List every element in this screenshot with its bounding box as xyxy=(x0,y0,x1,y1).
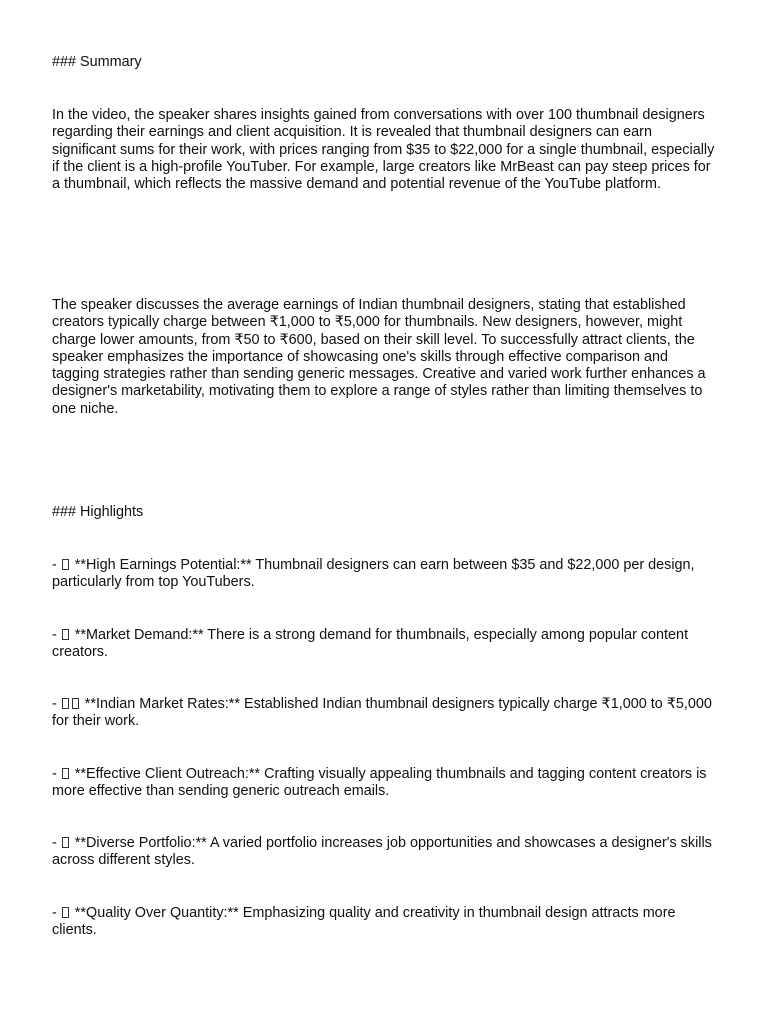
highlight-item xyxy=(52,627,716,662)
highlight-text: **High Earnings Potential:** Thumbnail designers can earn between $35 and $22,000 per design, particularly from top YouTubers. xyxy=(52,557,695,591)
emoji-icon xyxy=(62,559,69,570)
highlight-item xyxy=(52,557,716,592)
bullet-dash: - xyxy=(52,696,61,712)
emoji-icon xyxy=(62,837,69,848)
highlight-text: **Quality Over Quantity:** Emphasizing quality and creativity in thumbnail design attracts more clients. xyxy=(52,905,676,939)
bullet-dash: - xyxy=(52,905,61,921)
emoji-icon xyxy=(62,629,69,640)
bullet-dash: - xyxy=(52,557,61,573)
highlight-text: **Effective Client Outreach:** Crafting visually appealing thumbnails and tagging content creators is more effective than sending generic outreach emails. xyxy=(52,766,707,800)
highlight-text: **Indian Market Rates:** Established Indian thumbnail designers typically charge ₹1,000 to ₹5,000 for their work. xyxy=(52,696,712,730)
highlight-text: **Diverse Portfolio:** A varied portfolio increases job opportunities and showcases a designer's skills across different styles. xyxy=(52,835,712,869)
summary-heading: ### Summary xyxy=(52,54,142,70)
bullet-dash: - xyxy=(52,766,61,782)
bullet-dash: - xyxy=(52,627,61,643)
summary-paragraph-2: The speaker discusses the average earnings of Indian thumbnail designers, stating that established creators typically charge between ₹1,000 to ₹5,000 for thumbnails. New designers, however, might charge lower amounts, from ₹50 to ₹600, based on their skill level. To successfully attract clients, the speaker emphasizes the importance of showcasing one's skills through effective comparison and tagging strategies rather than sending generic messages. Creative and varied work further enhances a designer's marketability, motivating them to explore a range of styles rather than limiting themselves to one niche. xyxy=(52,297,706,417)
bullet-dash: - xyxy=(52,835,61,851)
highlights-heading: ### Highlights xyxy=(52,504,144,520)
emoji-icon xyxy=(62,907,69,918)
summary-paragraph-1: In the video, the speaker shares insights gained from conversations with over 100 thumbnail designers regarding their earnings and client acquisition. It is revealed that thumbnail designers can earn significant sums for their work, with prices ranging from $35 to $22,000 for a single thumbnail, especially if the client is a high-profile YouTuber. For example, large creators like MrBeast can pay steep prices for a thumbnail, which reflects the massive demand and potential revenue of the YouTube platform. xyxy=(52,107,715,193)
emoji-icon xyxy=(72,698,79,709)
highlight-item xyxy=(52,696,716,731)
highlight-item xyxy=(52,766,716,801)
highlight-text: **Market Demand:** There is a strong demand for thumbnails, especially among popular content creators. xyxy=(52,627,689,661)
emoji-icon xyxy=(62,768,69,779)
highlight-item xyxy=(52,835,716,870)
highlight-item xyxy=(52,905,716,940)
emoji-icon xyxy=(62,698,69,709)
